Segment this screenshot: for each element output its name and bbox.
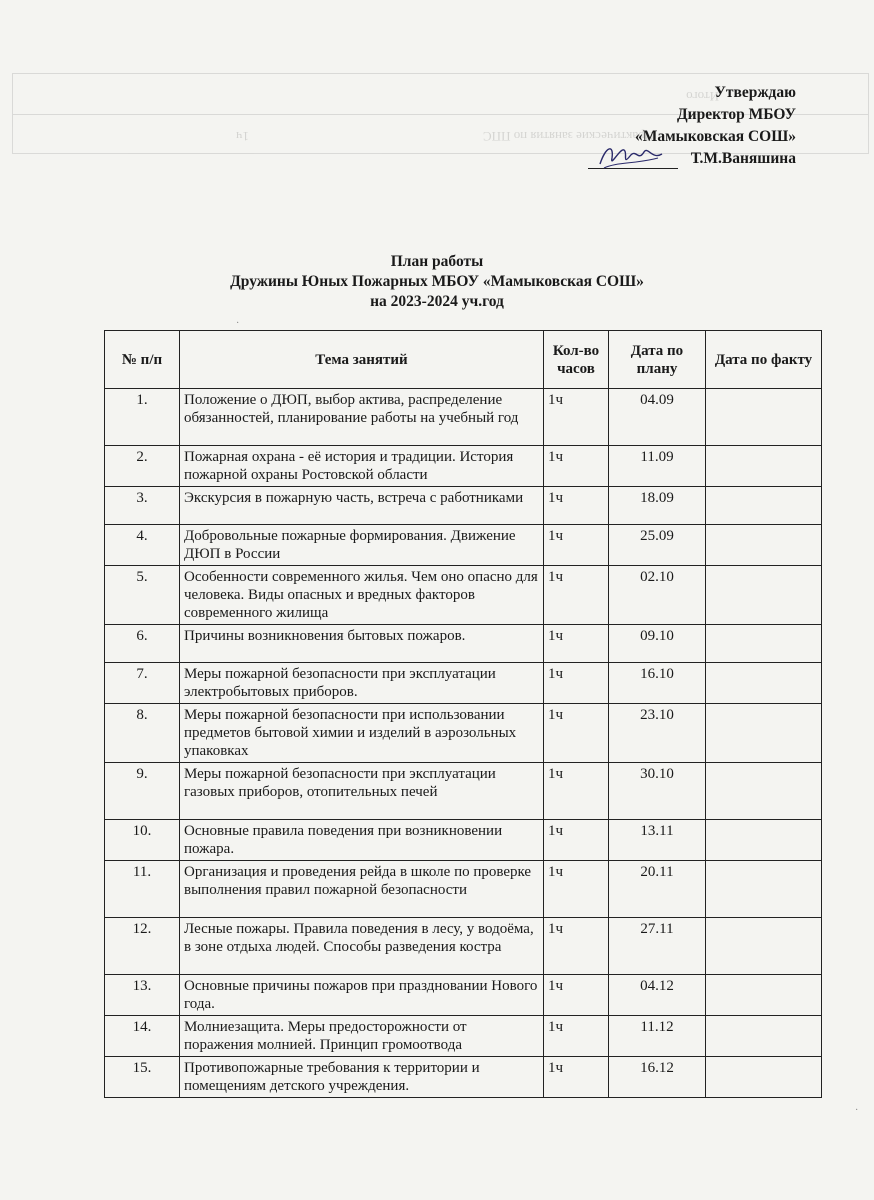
row-topic: Противопожарные требования к территории и помещениям детского учреждения. <box>180 1057 544 1098</box>
row-plan-date: 25.09 <box>609 525 706 566</box>
header-hours: Кол-во часов <box>544 331 609 389</box>
table-row <box>105 975 822 1016</box>
row-hours: 1ч <box>544 861 609 918</box>
row-topic: Особенности современного жилья. Чем оно опасно для человека. Виды опасных и вредных факторов современного жилища <box>180 566 544 625</box>
row-topic: Основные причины пожаров при праздновании Нового года. <box>180 975 544 1016</box>
row-hours: 1ч <box>544 1057 609 1098</box>
row-number: 13. <box>105 975 180 1016</box>
title-line: План работы <box>390 253 484 270</box>
table-row <box>105 566 822 625</box>
row-number: 8. <box>105 704 180 763</box>
row-fact-date <box>706 663 822 704</box>
row-fact-date <box>706 975 822 1016</box>
row-number: 4. <box>105 525 180 566</box>
row-number: 7. <box>105 663 180 704</box>
table-row <box>105 625 822 663</box>
row-fact-date <box>706 1016 822 1057</box>
row-plan-date: 13.11 <box>609 820 706 861</box>
row-topic: Положение о ДЮП, выбор актива, распределение обязанностей, планирование работы на учебный год <box>180 389 544 446</box>
table-row <box>105 487 822 525</box>
row-plan-date: 18.09 <box>609 487 706 525</box>
row-fact-date <box>706 704 822 763</box>
row-number: 2. <box>105 446 180 487</box>
row-hours: 1ч <box>544 566 609 625</box>
table-row <box>105 918 822 975</box>
row-plan-date: 23.10 <box>609 704 706 763</box>
ghost-text: Итого <box>686 89 719 104</box>
row-fact-date <box>706 1057 822 1098</box>
row-plan-date: 30.10 <box>609 763 706 820</box>
row-fact-date <box>706 446 822 487</box>
row-number: 11. <box>105 861 180 918</box>
row-fact-date <box>706 861 822 918</box>
row-number: 3. <box>105 487 180 525</box>
header-number: № п/п <box>105 331 180 389</box>
row-plan-date: 20.11 <box>609 861 706 918</box>
row-fact-date <box>706 566 822 625</box>
row-fact-date <box>706 487 822 525</box>
row-number: 5. <box>105 566 180 625</box>
table-row <box>105 704 822 763</box>
row-hours: 1ч <box>544 525 609 566</box>
row-hours: 1ч <box>544 918 609 975</box>
row-number: 1. <box>105 389 180 446</box>
row-topic: Меры пожарной безопасности при использовании предметов бытовой химии и изделий в аэрозольных упаковках <box>180 704 544 763</box>
row-number: 14. <box>105 1016 180 1057</box>
row-topic: Добровольные пожарные формирования. Движение ДЮП в России <box>180 525 544 566</box>
row-hours: 1ч <box>544 663 609 704</box>
table-row <box>105 525 822 566</box>
scan-speck: · <box>236 318 240 329</box>
row-hours: 1ч <box>544 625 609 663</box>
row-topic: Лесные пожары. Правила поведения в лесу, у водоёма, в зоне отдыха людей. Способы разведения костра <box>180 918 544 975</box>
row-hours: 1ч <box>544 446 609 487</box>
row-topic: Молниезащита. Меры предосторожности от поражения молнией. Принцип громоотвода <box>180 1016 544 1057</box>
row-plan-date: 04.09 <box>609 389 706 446</box>
table-header-row <box>105 331 822 389</box>
row-hours: 1ч <box>544 487 609 525</box>
row-number: 6. <box>105 625 180 663</box>
row-hours: 1ч <box>544 820 609 861</box>
approval-director-name: Т.М.Ваняшина <box>690 150 796 167</box>
row-number: 10. <box>105 820 180 861</box>
header-plan-date: Дата по плану <box>609 331 706 389</box>
row-topic: Причины возникновения бытовых пожаров. <box>180 625 544 663</box>
row-plan-date: 02.10 <box>609 566 706 625</box>
row-fact-date <box>706 389 822 446</box>
row-topic: Меры пожарной безопасности при эксплуатации газовых приборов, отопительных печей <box>180 763 544 820</box>
row-fact-date <box>706 820 822 861</box>
table-row <box>105 763 822 820</box>
row-hours: 1ч <box>544 763 609 820</box>
table-row <box>105 1057 822 1098</box>
table-row <box>105 820 822 861</box>
row-fact-date <box>706 763 822 820</box>
row-hours: 1ч <box>544 704 609 763</box>
title-line: на 2023-2024 уч.год <box>370 293 504 310</box>
row-plan-date: 16.10 <box>609 663 706 704</box>
row-topic: Организация и проведения рейда в школе по проверке выполнения правил пожарной безопасности <box>180 861 544 918</box>
ghost-text: Практические занятия по ППС <box>483 129 654 144</box>
row-topic: Экскурсия в пожарную часть, встреча с работниками <box>180 487 544 525</box>
row-number: 12. <box>105 918 180 975</box>
header-fact-date: Дата по факту <box>706 331 822 389</box>
row-number: 15. <box>105 1057 180 1098</box>
row-fact-date <box>706 525 822 566</box>
row-number: 9. <box>105 763 180 820</box>
table-row <box>105 446 822 487</box>
table-row <box>105 861 822 918</box>
row-plan-date: 11.12 <box>609 1016 706 1057</box>
ghost-text: 1ч <box>235 129 249 144</box>
table-row <box>105 663 822 704</box>
row-fact-date <box>706 625 822 663</box>
row-topic: Пожарная охрана - её история и традиции. История пожарной охраны Ростовской области <box>180 446 544 487</box>
approval-position: Директор МБОУ <box>676 106 796 123</box>
table-row <box>105 389 822 446</box>
row-hours: 1ч <box>544 389 609 446</box>
row-hours: 1ч <box>544 1016 609 1057</box>
row-topic: Меры пожарной безопасности при эксплуатации электробытовых приборов. <box>180 663 544 704</box>
table-row <box>105 1016 822 1057</box>
header-topic: Тема занятий <box>180 331 544 389</box>
row-hours: 1ч <box>544 975 609 1016</box>
row-plan-date: 16.12 <box>609 1057 706 1098</box>
row-plan-date: 11.09 <box>609 446 706 487</box>
scan-speck: · <box>855 1105 859 1116</box>
row-plan-date: 04.12 <box>609 975 706 1016</box>
row-plan-date: 27.11 <box>609 918 706 975</box>
title-line: Дружины Юных Пожарных МБОУ «Мамыковская СОШ» <box>230 273 644 290</box>
approval-line: Утверждаю <box>714 84 796 101</box>
plan-table <box>104 330 822 1098</box>
row-topic: Основные правила поведения при возникновении пожара. <box>180 820 544 861</box>
row-fact-date <box>706 918 822 975</box>
signature-icon <box>596 138 666 174</box>
row-plan-date: 09.10 <box>609 625 706 663</box>
approval-school: «Мамыковская СОШ» <box>634 128 796 145</box>
document-title <box>0 252 874 312</box>
